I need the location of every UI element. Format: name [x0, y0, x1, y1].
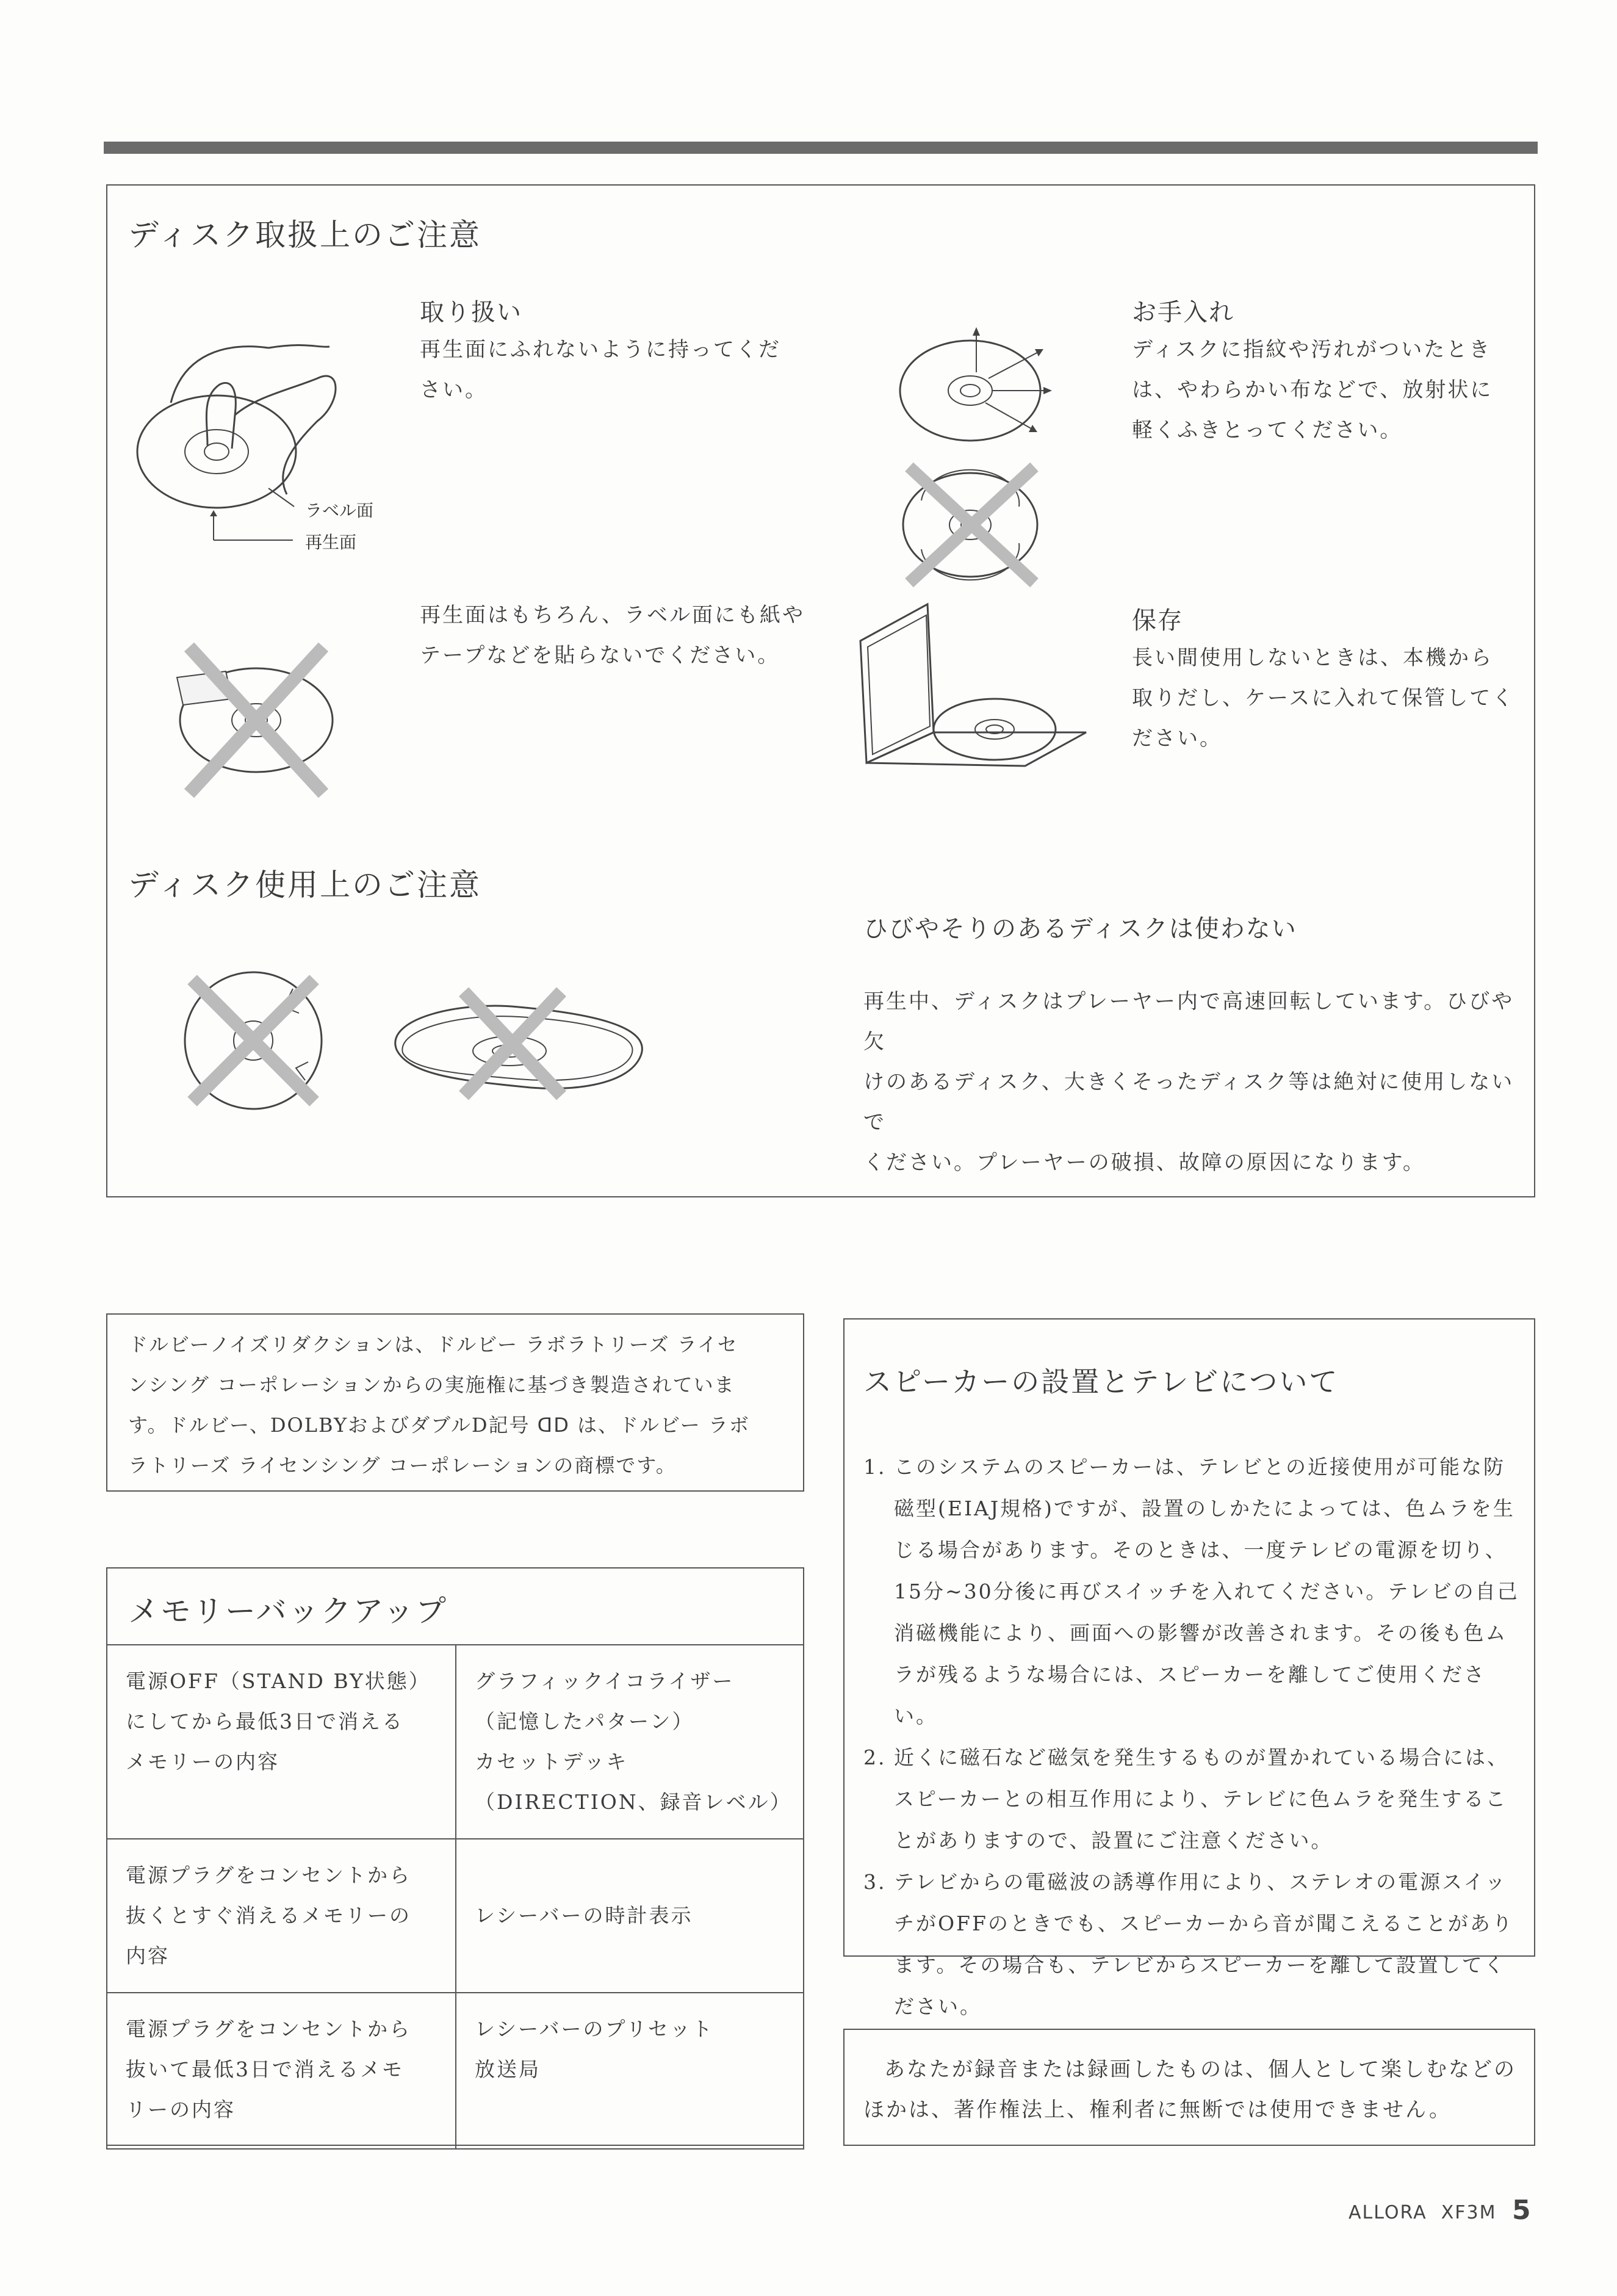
memory-backup-title: メモリーバックアップ	[128, 1594, 448, 1629]
cleaning-text: ディスクに指紋や汚れがついたとき は、やわらかい布などで、放射状に 軽くふきとってください。	[1132, 338, 1493, 442]
list-item	[863, 1737, 1522, 1861]
list-item-number: 1.	[863, 1455, 887, 1479]
list-item-text: テレビからの電磁波の誘導作用により、ステレオの電源スイッチがOFFのときでも、スピーカーから音が聞こえることがあります。その場合も、テレビからスピーカーを離して設置してください。	[894, 1870, 1514, 2018]
memory-items-cell: レシーバーのプリセット 放送局	[456, 1993, 804, 2149]
list-item	[863, 1446, 1522, 1737]
handling-heading: 取り扱い	[420, 298, 522, 327]
list-item-text: このシステムのスピーカーは、テレビとの近接使用が可能な防磁型(EIAJ規格)ですが、設置のしかたによっては、色ムラを生じる場合があります。そのときは、一度テレビの電源を切り、15分~30分後に再びスイッチを入れてください。テレビの自己消磁機能により、画面への影響が改善されます。その後も色ムラが残るような場合には、スピーカーを離してご使用ください。	[894, 1455, 1519, 1728]
disc-case-illustration	[854, 604, 1098, 775]
table-row	[107, 1993, 804, 2149]
no-sticker-text: 再生面はもちろん、ラベル面にも紙や テープなどを貼らないでください。	[420, 603, 805, 668]
handling-text: 再生面にふれないように持ってくだ さい。	[420, 338, 781, 402]
memory-condition-cell: 電源プラグをコンセントから 抜くとすぐ消えるメモリーの 内容	[107, 1839, 456, 1993]
page-number: 5	[1512, 2195, 1531, 2226]
disc-care-title: ディスク取扱上のご注意	[128, 217, 481, 253]
no-sticker-disc-illustration	[165, 641, 348, 800]
cleaning-heading: お手入れ	[1132, 298, 1234, 327]
cracked-disc-text: 再生中、ディスクはプレーヤー内で高速回転しています。ひびや欠 けのあるディスク、大きくそったディスク等は絶対に使用しないで ください。プレーヤーの破損、故障の原因になります。	[863, 989, 1514, 1175]
list-item-number: 3.	[863, 1870, 887, 1894]
list-item-number: 2.	[863, 1745, 887, 1769]
disc-use-title: ディスク使用上のご注意	[128, 867, 481, 903]
label-side-callout: ラベル面	[305, 500, 374, 521]
list-item	[863, 1861, 1522, 2027]
top-rule	[104, 142, 1538, 154]
speaker-notice-list	[863, 1446, 1522, 2027]
storage-heading: 保存	[1132, 607, 1183, 635]
cracked-disc-illustration	[177, 964, 330, 1117]
table-row	[107, 1839, 804, 1993]
memory-items-cell: レシーバーの時計表示	[456, 1839, 804, 1993]
copyright-notice-text: あなたが録音または録画したものは、個人として楽しむなどのほかは、著作権法上、権利者に無断では使用できません。	[863, 2057, 1516, 2122]
dolby-notice-text: ドルビーノイズリダクションは、ドルビー ラボラトリーズ ライセ ンシング コーポレーションからの実施権に基づき製造されていま す。ドルビー、DOLBYおよびダブルD記号 ᗡᗞ は、ドルビー ラボ ラトリーズ ライセンシング コーポレーションの商標です。	[128, 1333, 750, 1477]
warped-disc-illustration	[384, 983, 653, 1099]
storage-text: 長い間使用しないときは、本機から 取りだし、ケースに入れて保管してく ださい。	[1132, 646, 1515, 751]
radial-cleaning-illustration	[891, 323, 1062, 458]
footer-model: ALLORA XF3M	[1349, 2202, 1497, 2223]
memory-condition-cell: 電源プラグをコンセントから 抜いて最低3日で消えるメモ リーの内容	[107, 1993, 456, 2149]
memory-condition-cell: 電源OFF（STAND BY状態） にしてから最低3日で消える メモリーの内容	[107, 1645, 456, 1839]
table-row	[107, 1645, 804, 1839]
memory-backup-table	[106, 1644, 804, 2150]
list-item-text: 近くに磁石など磁気を発生するものが置かれている場合には、スピーカーとの相互作用により、テレビに色ムラを発生することがありますので、設置にご注意ください。	[894, 1745, 1509, 1852]
memory-items-cell: グラフィックイコライザー （記憶したパターン） カセットデッキ （DIRECTION、録音レベル）	[456, 1645, 804, 1839]
circular-wipe-illustration	[897, 464, 1056, 586]
cracked-disc-heading: ひびやそりのあるディスクは使わない	[863, 915, 1297, 943]
play-side-callout: 再生面	[305, 532, 357, 552]
speaker-notice-title: スピーカーの設置とテレビについて	[863, 1365, 1339, 1398]
